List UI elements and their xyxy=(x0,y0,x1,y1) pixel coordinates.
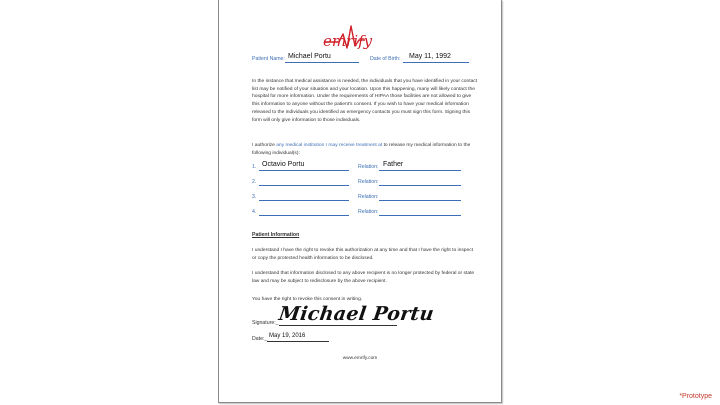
authorization-suffix: to release my medical information to the following individual(s): xyxy=(252,143,471,156)
individual-3-name-line xyxy=(259,200,349,201)
individual-2-number: 2. xyxy=(252,179,257,185)
individual-2-name-line xyxy=(259,185,349,186)
signature-line xyxy=(279,325,397,326)
individual-1-name-line xyxy=(259,170,349,171)
individual-1-relation-line xyxy=(379,170,461,171)
signature-label: Signature:_ xyxy=(252,320,279,326)
date-label: Date:_ xyxy=(252,336,268,342)
individual-1-name[interactable]: Octavio Portu xyxy=(262,161,305,168)
individual-3-relation-line xyxy=(379,200,461,201)
individual-1-relation[interactable]: Father xyxy=(383,161,404,168)
individual-4-number: 4. xyxy=(252,209,257,215)
individual-4-relation-label: Relation: xyxy=(358,209,379,215)
dob-value[interactable]: May 11, 1992 xyxy=(409,53,451,60)
individual-4-relation-line xyxy=(379,215,461,216)
authorization-prefix: I authorize xyxy=(252,143,277,148)
dob-line xyxy=(403,62,469,63)
intro-paragraph: In the instance that medical assistance is needed, the individuals that you have identified in your contact list may be notified of your situation and your location. Upon this happening, many will likely contact the hospital for more information. Under the requirements of HIPAA those facilities are not allowed to give this information to anyone without the patient's consent. If you wish to have your medical information released to the individuals you identified as emergency contacts you must sign this form. Signing this form will only give information to those individuals. xyxy=(252,79,478,123)
revoke-consent-paragraph: You have the right to revoke this consent in writing. xyxy=(252,297,363,302)
individual-1-number: 1. xyxy=(252,164,257,170)
redisclosure-paragraph: I understand that information disclosed to any above recipient is no longer protected by federal or state law and may be subject to redisclosure by the above recipient. xyxy=(252,271,475,284)
individual-2-relation-label: Relation: xyxy=(358,179,379,185)
dob-label: Date of Birth: xyxy=(370,56,401,62)
revoke-right-paragraph: I understand I have the right to revoke this authorization at any time and that I have the right to inspect or copy the protected health information to be disclosed. xyxy=(252,248,474,261)
authorization-statement xyxy=(252,142,478,157)
footer-url: www.emrify.com xyxy=(342,356,378,361)
authorization-institution: any medical institution I may receive treatment at xyxy=(276,143,383,148)
patient-info-heading: Patient Information xyxy=(252,232,300,238)
patient-name-label: Patient Name: xyxy=(252,56,285,62)
consent-form-page xyxy=(218,0,502,403)
date-line xyxy=(267,341,329,342)
patient-name-line xyxy=(285,62,359,63)
emrify-logo xyxy=(321,22,411,54)
logo-wordmark: emrify xyxy=(323,32,373,50)
individual-4-name-line xyxy=(259,215,349,216)
patient-name-value[interactable]: Michael Portu xyxy=(288,53,331,60)
individual-3-relation-label: Relation: xyxy=(358,194,379,200)
signature-value[interactable]: Michael Portu xyxy=(277,303,436,325)
prototype-note: *Prototype xyxy=(679,393,712,400)
date-value[interactable]: May 19, 2016 xyxy=(269,333,306,339)
individual-2-relation-line xyxy=(379,185,461,186)
individual-3-number: 3. xyxy=(252,194,257,200)
individual-1-relation-label: Relation: xyxy=(358,164,379,170)
